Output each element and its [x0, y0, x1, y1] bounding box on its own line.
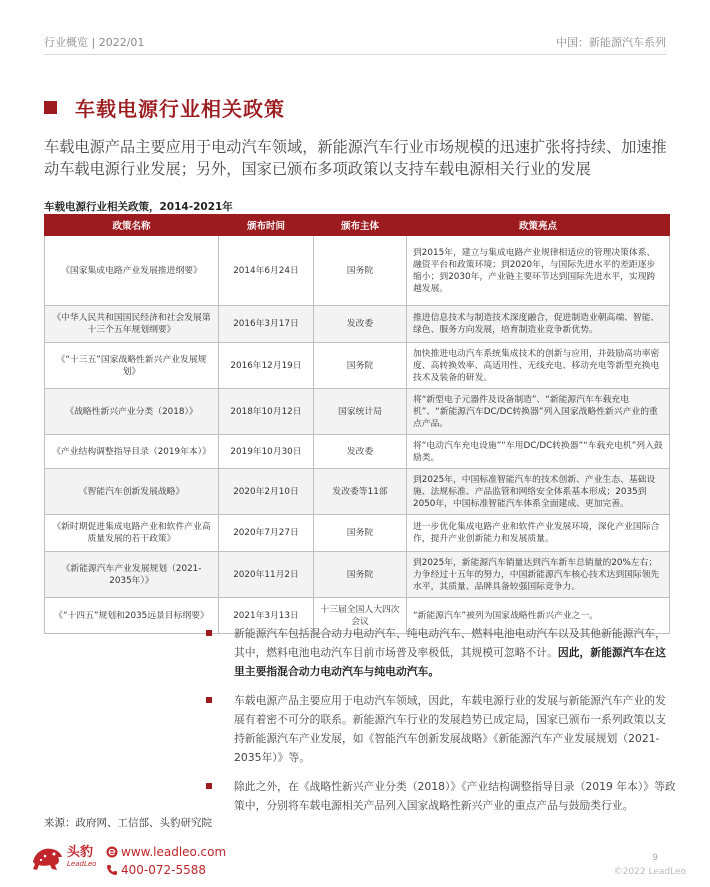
policy-date: 2018年10月12日	[219, 389, 314, 435]
leopard-logo-icon	[30, 842, 64, 872]
bullet-list	[206, 624, 676, 825]
policy-highlight: 到2015年，建立与集成电路产业规律相适应的管理决策体系、融资平台和政策环境；到2020年，与国际先进水平的差距逐步缩小；到2030年，产业链主要环节达到国际先进水平，实现跨越发展。	[407, 236, 670, 306]
policy-name: 《国家集成电路产业发展推进纲要》	[45, 236, 219, 306]
column-header: 颁布时间	[219, 215, 314, 236]
bullet-bold-text: 因此，新能源汽车在这里主要指混合动力电动汽车与纯电动汽车。	[234, 646, 666, 678]
bullet-text: 除此之外，在《战略性新兴产业分类（2018）》《产业结构调整指导目录（2019 年本）》等政策中，分别将车载电源相关产品列入国家战略性新兴产业的重点产品与鼓励类行业。	[234, 780, 676, 812]
column-header: 颁布主体	[314, 215, 407, 236]
policy-date: 2020年11月2日	[219, 552, 314, 598]
bullet-square-icon	[206, 783, 212, 789]
website-link[interactable]	[106, 845, 226, 859]
brand-logo	[30, 842, 96, 872]
policy-highlight: 进一步优化集成电路产业和软件产业发展环境，深化产业国际合作，提升产业创新能力和发展质量。	[407, 515, 670, 552]
policy-date: 2014年6月24日	[219, 236, 314, 306]
column-header: 政策亮点	[407, 215, 670, 236]
title-square-icon	[44, 101, 57, 114]
table-row	[45, 306, 670, 343]
policy-date: 2019年10月30日	[219, 435, 314, 469]
bullet-text: 新能源汽车包括混合动力电动汽车、纯电动汽车、燃料电池电动汽车以及其他新能源汽车，其中，燃料电池电动汽车目前市场普及率极低，其规模可忽略不计。	[234, 627, 666, 659]
header-left: 行业概览 | 2022/01	[44, 36, 145, 49]
copyright: ©2022 LeadLeo	[613, 867, 686, 877]
policy-date: 2020年2月10日	[219, 469, 314, 515]
policy-name: 《产业结构调整指导目录（2019年本）》	[45, 435, 219, 469]
table-row	[45, 469, 670, 515]
policy-issuer: 发改委等11部	[314, 469, 407, 515]
lead-paragraph: 车载电源产品主要应用于电动汽车领域，新能源汽车行业市场规模的迅速扩张将持续、加速推动车载电源行业发展；另外，国家已颁布多项政策以支持车载电源相关行业的发展	[44, 138, 667, 178]
policy-table	[44, 214, 670, 634]
policy-name: 《中华人民共和国国民经济和社会发展第十三个五年规划纲要》	[45, 306, 219, 343]
bullet-item	[206, 624, 676, 681]
header-divider	[44, 54, 666, 55]
policy-highlight: 到2025年，新能源汽车销量达到汽车新车总销量的20%左右；力争经过十五年的努力，中国新能源汽车核心技术达到国际领先水平，其质量、品牌具备较强国际竞争力。	[407, 552, 670, 598]
bullet-item	[206, 691, 676, 767]
table-row	[45, 515, 670, 552]
policy-highlight: 加快推进电动汽车系统集成技术的创新与应用，并鼓励高功率密度、高转换效率、高适用性、无线充电、移动充电等新型充换电技术及装备的研发。	[407, 343, 670, 389]
policy-issuer: 国家统计局	[314, 389, 407, 435]
section-title: 车载电源行业相关政策	[75, 97, 285, 121]
phone-text: 400-072-5588	[121, 863, 207, 877]
web-e-icon	[106, 846, 118, 858]
logo-cn: 头豹	[67, 845, 94, 860]
policy-date: 2016年12月19日	[219, 343, 314, 389]
table-caption: 车载电源行业相关政策，2014-2021年	[44, 201, 233, 213]
table-row	[45, 389, 670, 435]
bullet-text: 车载电源产品主要应用于电动汽车领域，因此，车载电源行业的发展与新能源汽车产业的发展有着密不可分的联系。新能源汽车行业的发展趋势已成定局，国家已颁布一系列政策以支持新能源汽车产业发展，如《智能汽车创新发展战略》《新能源汽车产业发展规划（2021-2035年）》等。	[234, 694, 666, 764]
policy-highlight: “新能源汽车”被列为国家战略性新兴产业之一。	[407, 598, 670, 634]
policy-issuer: 国务院	[314, 343, 407, 389]
policy-issuer: 发改委	[314, 306, 407, 343]
phone-number	[106, 863, 206, 877]
column-header: 政策名称	[45, 215, 219, 236]
bullet-square-icon	[206, 697, 212, 703]
policy-name: 《智能汽车创新发展战略》	[45, 469, 219, 515]
policy-issuer: 十三届全国人大四次会议	[314, 598, 407, 634]
source-note: 来源：政府网、工信部、头豹研究院	[44, 817, 212, 829]
header-right: 中国：新能源汽车系列	[556, 36, 666, 49]
policy-highlight: 将“电动汽车充电设施”“车用DC/DC转换器”“车载充电机”列入鼓励类。	[407, 435, 670, 469]
page-number: 9	[652, 853, 658, 863]
policy-highlight: 推进信息技术与制造技术深度融合，促进制造业朝高端、智能、绿色、服务方向发展，培育制造业竞争新优势。	[407, 306, 670, 343]
table-row	[45, 552, 670, 598]
logo-en: LeadLeo	[67, 860, 97, 868]
policy-issuer: 国务院	[314, 236, 407, 306]
policy-highlight: 将“新型电子元器件及设备制造”、“新能源汽车车载充电机”、“新能源汽车DC/DC转换器”列入国家战略性新兴产业的重点产品。	[407, 389, 670, 435]
table-header-row	[45, 215, 670, 236]
bullet-square-icon	[206, 630, 212, 636]
policy-name: 《“十四五”规划和2035远景目标纲要》	[45, 598, 219, 634]
policy-name: 《战略性新兴产业分类（2018）》	[45, 389, 219, 435]
policy-highlight: 到2025年，中国标准智能汽车的技术创新、产业生态、基础设施、法规标准、产品监管和网络安全体系基本形成；2035到2050年，中国标准智能汽车体系全面建成、更加完善。	[407, 469, 670, 515]
table-row	[45, 236, 670, 306]
table-row	[45, 343, 670, 389]
policy-issuer: 国务院	[314, 552, 407, 598]
policy-issuer: 发改委	[314, 435, 407, 469]
bullet-item	[206, 777, 676, 815]
policy-name: 《新能源汽车产业发展规划（2021-2035年）》	[45, 552, 219, 598]
website-text: www.leadleo.com	[121, 845, 227, 859]
policy-name: 《“十三五”国家战略性新兴产业发展规划》	[45, 343, 219, 389]
policy-issuer: 国务院	[314, 515, 407, 552]
policy-name: 《新时期促进集成电路产业和软件产业高质量发展的若干政策》	[45, 515, 219, 552]
section-title-row	[44, 93, 285, 122]
policy-date: 2020年7月27日	[219, 515, 314, 552]
phone-icon	[106, 864, 118, 876]
table-row	[45, 435, 670, 469]
policy-date: 2016年3月17日	[219, 306, 314, 343]
policy-date: 2021年3月13日	[219, 598, 314, 634]
